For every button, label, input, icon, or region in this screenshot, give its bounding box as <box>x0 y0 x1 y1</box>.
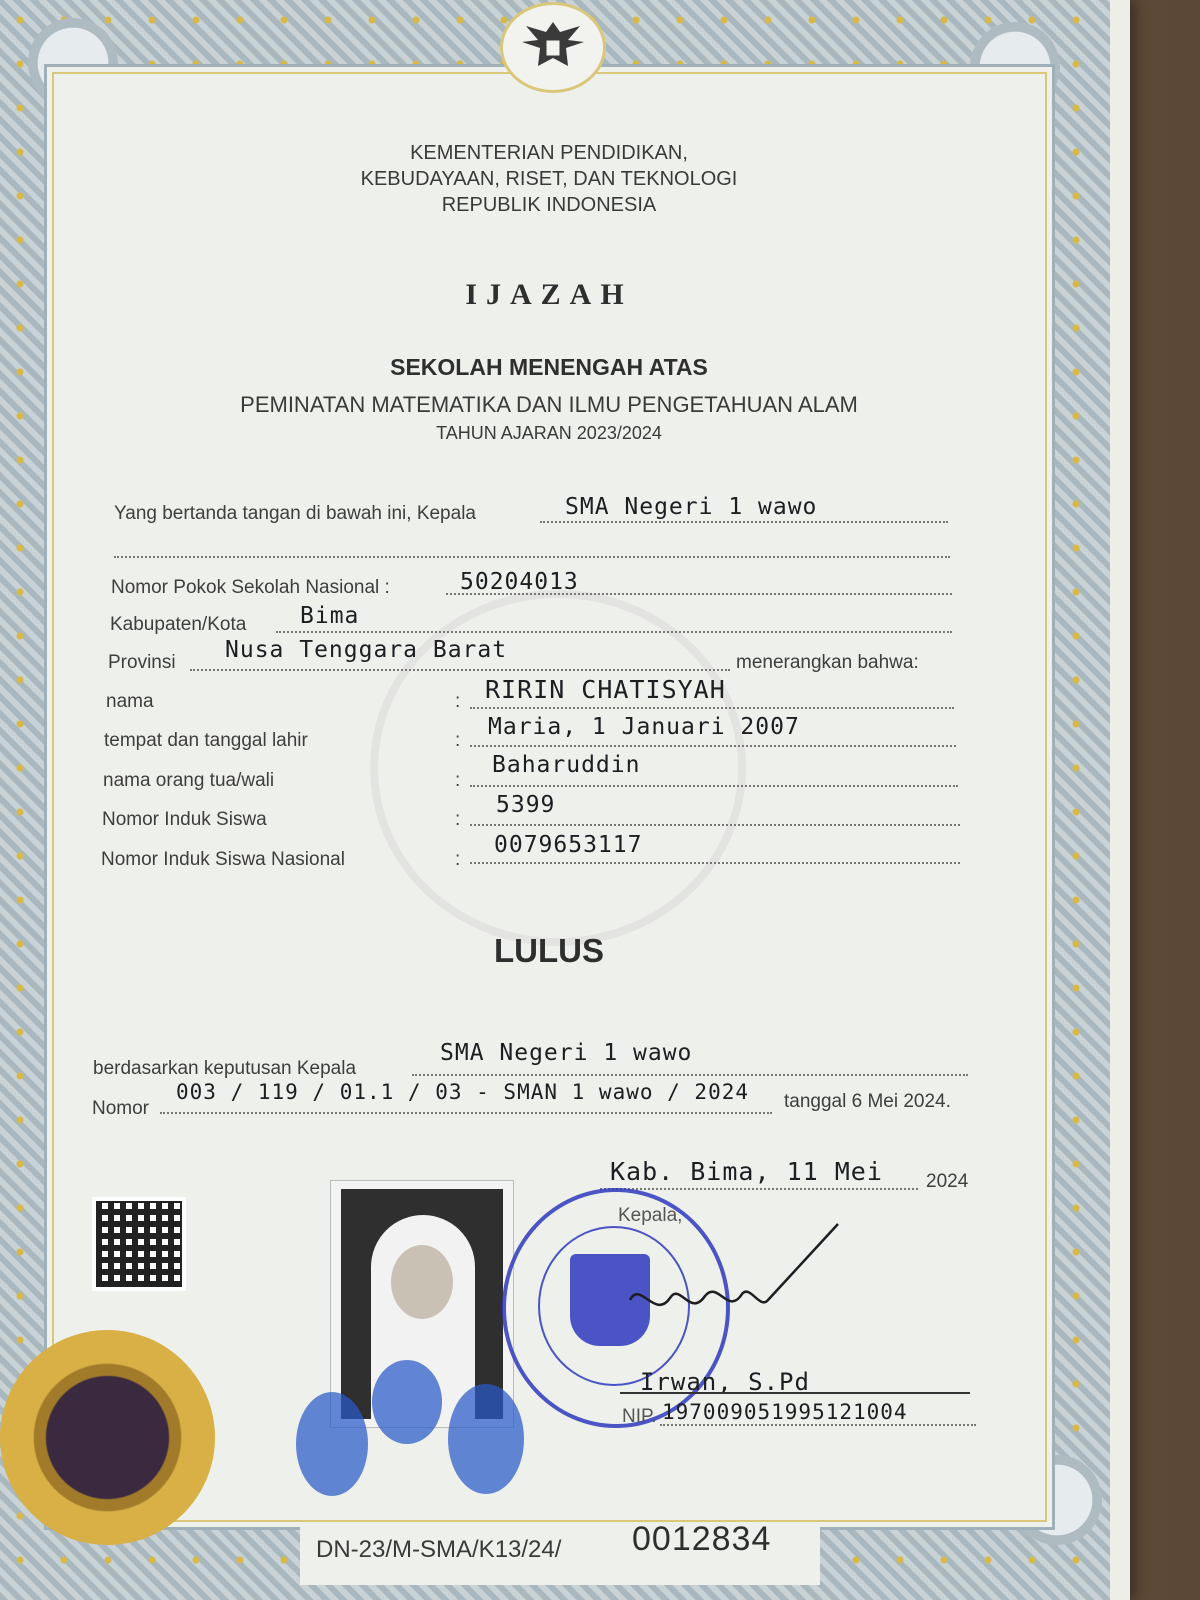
ministry-line-3: REPUBLIK INDONESIA <box>441 194 657 216</box>
decision-basis-value: SMA Negeri 1 wawo <box>440 1040 693 1066</box>
dotted-line <box>470 785 958 787</box>
signer-value: SMA Negeri 1 wawo <box>565 494 818 520</box>
dotted-line <box>470 745 956 747</box>
nisn-label: Nomor Induk Siswa Nasional <box>101 849 345 870</box>
dotted-line <box>412 1074 968 1076</box>
birth-value: Maria, 1 Januari 2007 <box>488 714 800 740</box>
province-label: Provinsi <box>108 652 176 673</box>
name-label: nama <box>106 691 154 712</box>
certificate-sheet: KEMENTERIAN PENDIDIKAN, KEBUDAYAAN, RISET, DAN TEKNOLOGI REPUBLIK INDONESIA IJAZAH SEKOLAH MENENGAH ATAS PEMINATAN MATEMATIKA DAN ILMU PENGETAHUAN ALAM TAHUN AJARAN 2023/2024 Yang bertanda tangan di bawah ini, Kepala SMA Negeri 1 wawo Nomor Pokok Sekolah Nasional : 50204013 Kabupaten/Kota Bima Provinsi Nusa Tenggara Barat menerangkan bahwa: nama : RIRIN CHATISYAH tempat dan tanggal lahir : Maria, 1 Januari 2007 nama orang tua/wali : Baharuddin Nomor Induk Siswa : 5399 Nomor Induk Siswa Nasional : 0079653117 LULUS berdasarkan keputusan Kepala SMA Negeri 1 wawo Nomor 003 / 119 / 01.1 / 03 - SMAN 1 wawo / 2024 tanggal 6 Mei 2024. Kab. Bima, 11 Mei 2024 Kepala, Irwan, S.Pd NIP. 197009051995121004 DN-23/M-SMA/K13/24/ 0012834 <box>0 0 1130 1600</box>
parent-value: Baharuddin <box>492 752 641 778</box>
principal-name: Irwan, S.Pd <box>640 1368 810 1396</box>
decision-basis-label: berdasarkan keputusan Kepala <box>93 1058 357 1079</box>
province-value: Nusa Tenggara Barat <box>225 637 508 663</box>
ministry-header <box>44 140 1054 218</box>
signature-mark <box>610 1220 850 1360</box>
decision-date: tanggal 6 Mei 2024. <box>784 1091 951 1112</box>
dotted-line <box>114 556 950 558</box>
dotted-line <box>660 1424 976 1426</box>
thumbprint <box>372 1360 442 1444</box>
npsn-label: Nomor Pokok Sekolah Nasional : <box>111 577 390 598</box>
dotted-line <box>470 862 960 864</box>
school-level: SEKOLAH MENENGAH ATAS <box>390 354 708 380</box>
sign-year: 2024 <box>926 1171 969 1192</box>
serial-number: 0012834 <box>632 1520 772 1558</box>
document-title: IJAZAH <box>465 278 633 311</box>
thumbprint <box>296 1392 368 1496</box>
parent-label: nama orang tua/wali <box>103 770 275 791</box>
sign-place-date: Kab. Bima, 11 Mei <box>610 1157 883 1186</box>
dotted-line <box>600 1188 918 1190</box>
dotted-line <box>190 669 730 671</box>
nis-value: 5399 <box>496 792 556 818</box>
result-status: LULUS <box>494 932 604 969</box>
student-name: RIRIN CHATISYAH <box>485 675 726 704</box>
signer-role: Kepala, <box>618 1205 683 1226</box>
birth-label: tempat dan tanggal lahir <box>104 730 308 751</box>
ministry-seal-hologram <box>0 1330 215 1545</box>
nip-label: NIP. <box>622 1406 657 1427</box>
dotted-line <box>470 707 954 709</box>
academic-year: TAHUN AJARAN 2023/2024 <box>436 423 662 443</box>
ministry-line-2: KEBUDAYAAN, RISET, DAN TEKNOLOGI <box>360 168 738 190</box>
npsn-value: 50204013 <box>460 569 579 595</box>
qr-code-icon <box>92 1197 186 1291</box>
regency-label: Kabupaten/Kota <box>110 614 247 635</box>
serial-prefix: DN-23/M-SMA/K13/24/ <box>316 1536 562 1563</box>
dotted-line <box>470 824 960 826</box>
signature-line <box>620 1392 970 1394</box>
dotted-line <box>276 631 952 633</box>
dotted-line <box>540 521 948 523</box>
regency-value: Bima <box>300 603 360 629</box>
ministry-line-1: KEMENTERIAN PENDIDIKAN, <box>410 142 688 164</box>
garuda-emblem-icon <box>500 2 606 93</box>
thumbprint <box>448 1384 524 1494</box>
study-track: PEMINATAN MATEMATIKA DAN ILMU PENGETAHUAN ALAM <box>240 392 858 417</box>
decision-number-label: Nomor <box>92 1098 150 1119</box>
nisn-value: 0079653117 <box>494 832 643 858</box>
decision-number-value: 003 / 119 / 01.1 / 03 - SMAN 1 wawo / 2024 <box>176 1080 750 1104</box>
signer-label: Yang bertanda tangan di bawah ini, Kepala <box>114 503 476 524</box>
nip-value: 197009051995121004 <box>662 1400 908 1424</box>
dotted-line <box>160 1112 772 1114</box>
nis-label: Nomor Induk Siswa <box>102 809 267 830</box>
declares-text: menerangkan bahwa: <box>736 652 919 673</box>
